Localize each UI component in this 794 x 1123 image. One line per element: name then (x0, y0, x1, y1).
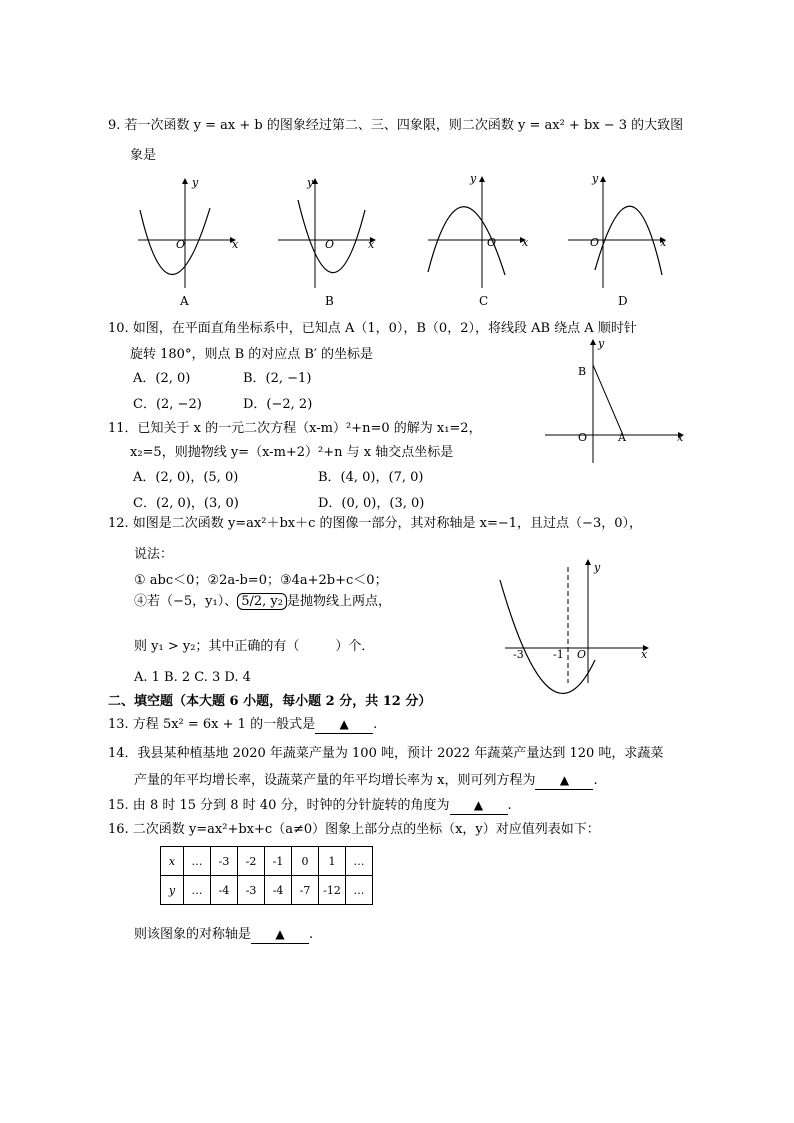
svg-text:x: x (232, 238, 239, 251)
q9a-origin: O (176, 238, 186, 251)
q12-statements-1: ① abc＜0；②2a-b=0；③4a+2b+c＜0； (134, 573, 388, 588)
q10-option-b: B．(2, −1) (243, 371, 312, 386)
q9-graph-a (130, 170, 260, 310)
svg-text:O: O (487, 236, 497, 249)
svg-text:y: y (192, 176, 199, 189)
q14-line2: 产量的年平均增长率，设蔬菜产量的年平均增长率为 x，则可列方程为 ▲ . (134, 773, 598, 788)
q12-line5: 则 y₁ > y₂；其中正确的有（ ）个． (134, 639, 375, 654)
svg-text:y: y (598, 337, 605, 350)
q12-line2: 说法： (134, 547, 174, 562)
q14-blank[interactable]: ▲ (535, 771, 593, 790)
q10-figure (540, 335, 690, 465)
q9d-letter: D (618, 294, 628, 308)
svg-text:B: B (578, 365, 587, 378)
q9-line1: 9. 若一次函数 y = ax + b 的图象经过第二、三、四象限，则二次函数 y = ax² + bx − 3 的大致图 (108, 118, 684, 133)
svg-text:x: x (641, 648, 648, 661)
svg-text:x: x (677, 431, 684, 444)
q9-graph-c (420, 170, 550, 310)
q13: 13. 方程 5x² = 6x + 1 的一般式是 ▲ . (108, 717, 378, 732)
q9-graph-b (270, 170, 400, 310)
q12-options: A. 1 B. 2 C. 3 D. 4 (134, 670, 251, 685)
q9c-letter: C (479, 294, 489, 308)
q10-line2: 旋转 180°，则点 B 的对应点 B′ 的坐标是 (130, 347, 374, 362)
q16-table (160, 846, 373, 905)
q9-line2: 象是 (130, 148, 157, 163)
svg-text:y: y (470, 172, 477, 185)
svg-text:O: O (325, 238, 335, 251)
q16-blank[interactable]: ▲ (251, 925, 309, 944)
svg-text:x: x (522, 236, 529, 249)
svg-text:O: O (577, 648, 587, 661)
q14-line1: 14．我县某种植基地 2020 年蔬菜产量为 100 吨，预计 2022 年蔬菜产量达到 120 吨，求蔬菜 (108, 746, 664, 761)
q11-line2: x₂=5，则抛物线 y=（x-m+2）²+n 与 x 轴交点坐标是 (130, 445, 454, 460)
svg-text:y: y (592, 172, 599, 185)
svg-text:-1: -1 (553, 648, 564, 661)
q15-blank[interactable]: ▲ (450, 796, 508, 815)
q11-line1: 11．已知关于 x 的一元二次方程（x-m）²+n=0 的解为 x₁=2， (108, 421, 482, 436)
q11-option-d: D．(0, 0)，(3, 0) (318, 496, 425, 511)
q16-line1: 16. 二次函数 y=ax²+bx+c（a≠0）图象上部分点的坐标（x，y）对应值列表如下： (108, 822, 600, 837)
q12-statement-4: ④若（−5，y₁）、 5/2, y₂ 是抛物线上两点， (134, 594, 391, 609)
q11-option-b: B．(4, 0)，(7, 0) (318, 470, 424, 485)
table-row: x … -3 -2 -1 0 1 … (161, 847, 373, 876)
q15: 15. 由 8 时 15 分到 8 时 40 分，时钟的分针旋转的角度为 ▲ . (108, 798, 512, 813)
svg-text:y: y (307, 176, 314, 189)
table-row: y … -4 -3 -4 -7 -12 … (161, 876, 373, 905)
svg-text:y: y (594, 561, 601, 574)
q12-line1: 12. 如图是二次函数 y=ax²＋bx＋c 的图像一部分，其对称轴是 x=−1，且过点（−3，0）， (108, 516, 642, 531)
svg-text:x: x (368, 238, 375, 251)
svg-text:A: A (618, 431, 626, 444)
q11-option-c: C．(2, 0)，(3, 0) (133, 496, 239, 511)
q11-option-a: A．(2, 0)，(5, 0) (133, 470, 239, 485)
q12-figure (495, 555, 665, 695)
section-2-heading: 二、填空题（本大题 6 小题，每小题 2 分，共 12 分） (108, 694, 432, 709)
svg-text:O: O (590, 236, 600, 249)
q9a-letter: A (180, 294, 189, 308)
svg-text:O: O (578, 431, 588, 444)
q9b-letter: B (325, 294, 334, 308)
q16-line2: 则该图象的对称轴是 ▲ . (134, 927, 314, 942)
svg-text:x: x (660, 236, 667, 249)
q10-option-d: D．(−2, 2) (243, 397, 313, 412)
q13-blank[interactable]: ▲ (315, 715, 373, 734)
q10-line1: 10. 如图，在平面直角坐标系中，已知点 A（1，0），B（0，2），将线段 AB 绕点 A 顺时针 (108, 321, 637, 336)
q9-graph-d (560, 170, 690, 310)
svg-text:-3: -3 (513, 648, 524, 661)
q10-option-a: A．(2, 0) (133, 371, 191, 386)
q10-option-c: C．(2, −2) (133, 397, 202, 412)
